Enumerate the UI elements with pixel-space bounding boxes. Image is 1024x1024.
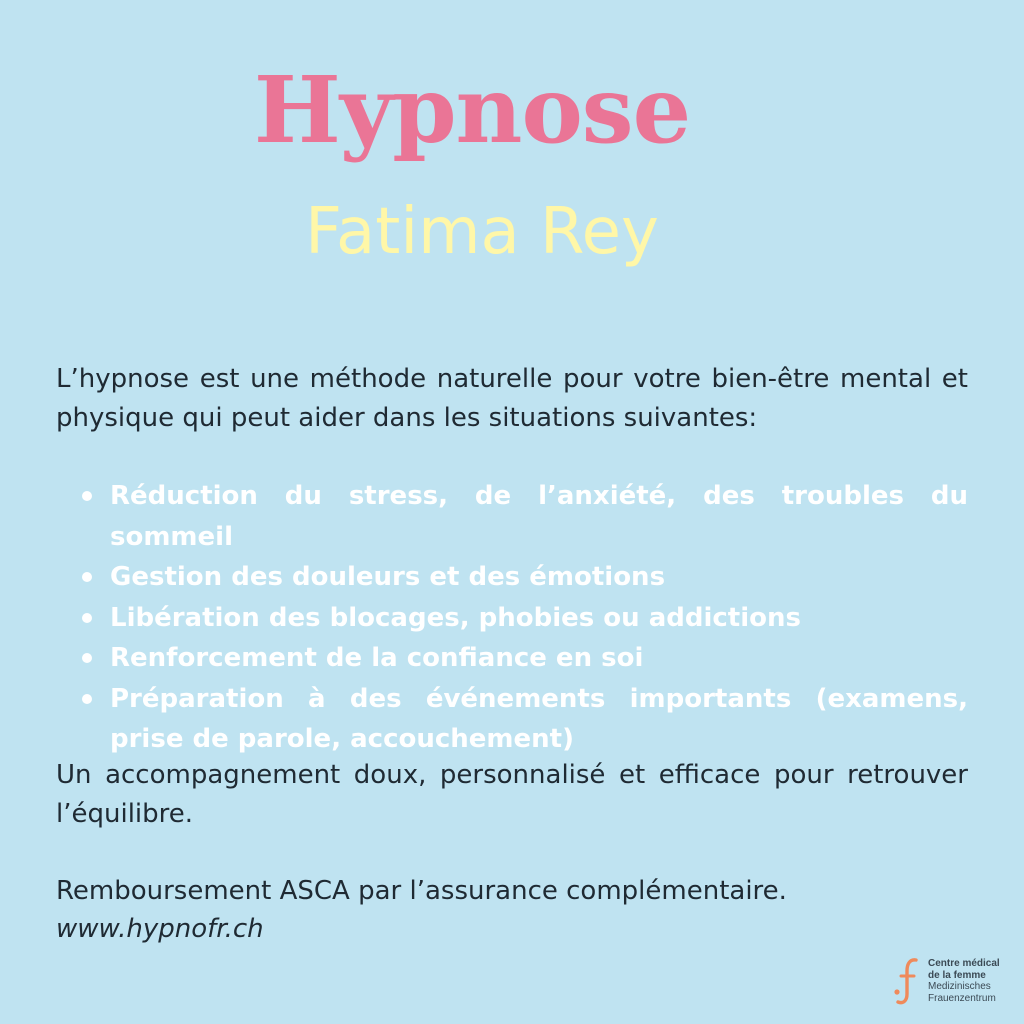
- centre-medical-logo-icon: [892, 956, 926, 1008]
- benefit-item-stress: Réduction du stress, de l’anxiété, des troubles du sommeil: [76, 476, 968, 557]
- benefit-item-blockages: Libération des blocages, phobies ou addictions: [76, 598, 968, 639]
- outro-paragraph: Un accompagnement doux, personnalisé et efficace pour retrouver l’équilibre.: [56, 760, 968, 829]
- logo-line-3: Medizinisches: [928, 981, 991, 992]
- reimbursement-note: Remboursement ASCA par l’assurance complémentaire.: [56, 876, 787, 906]
- benefit-item-confidence: Renforcement de la confiance en soi: [76, 638, 968, 679]
- intro-paragraph: L’hypnose est une méthode naturelle pour votre bien-être mental et physique qui peut aider dans les situations suivantes:: [56, 364, 968, 433]
- logo-line-1: Centre médical: [928, 958, 1000, 969]
- page-title: Hypnose: [253, 56, 691, 164]
- logo-text: [928, 958, 1000, 1004]
- benefit-item-pain-emotions: Gestion des douleurs et des émotions: [76, 557, 968, 598]
- centre-medical-logo: [892, 956, 1016, 1010]
- logo-line-4: Frauenzentrum: [928, 992, 996, 1004]
- benefits-list: [76, 476, 968, 760]
- logo-line-2: de la femme: [928, 969, 986, 981]
- website-link[interactable]: www.hypnofr.ch: [56, 914, 264, 944]
- benefit-item-events: Préparation à des événements importants (examens, prise de parole, accouchement): [76, 679, 968, 760]
- practitioner-name: Fatima Rey: [305, 195, 659, 269]
